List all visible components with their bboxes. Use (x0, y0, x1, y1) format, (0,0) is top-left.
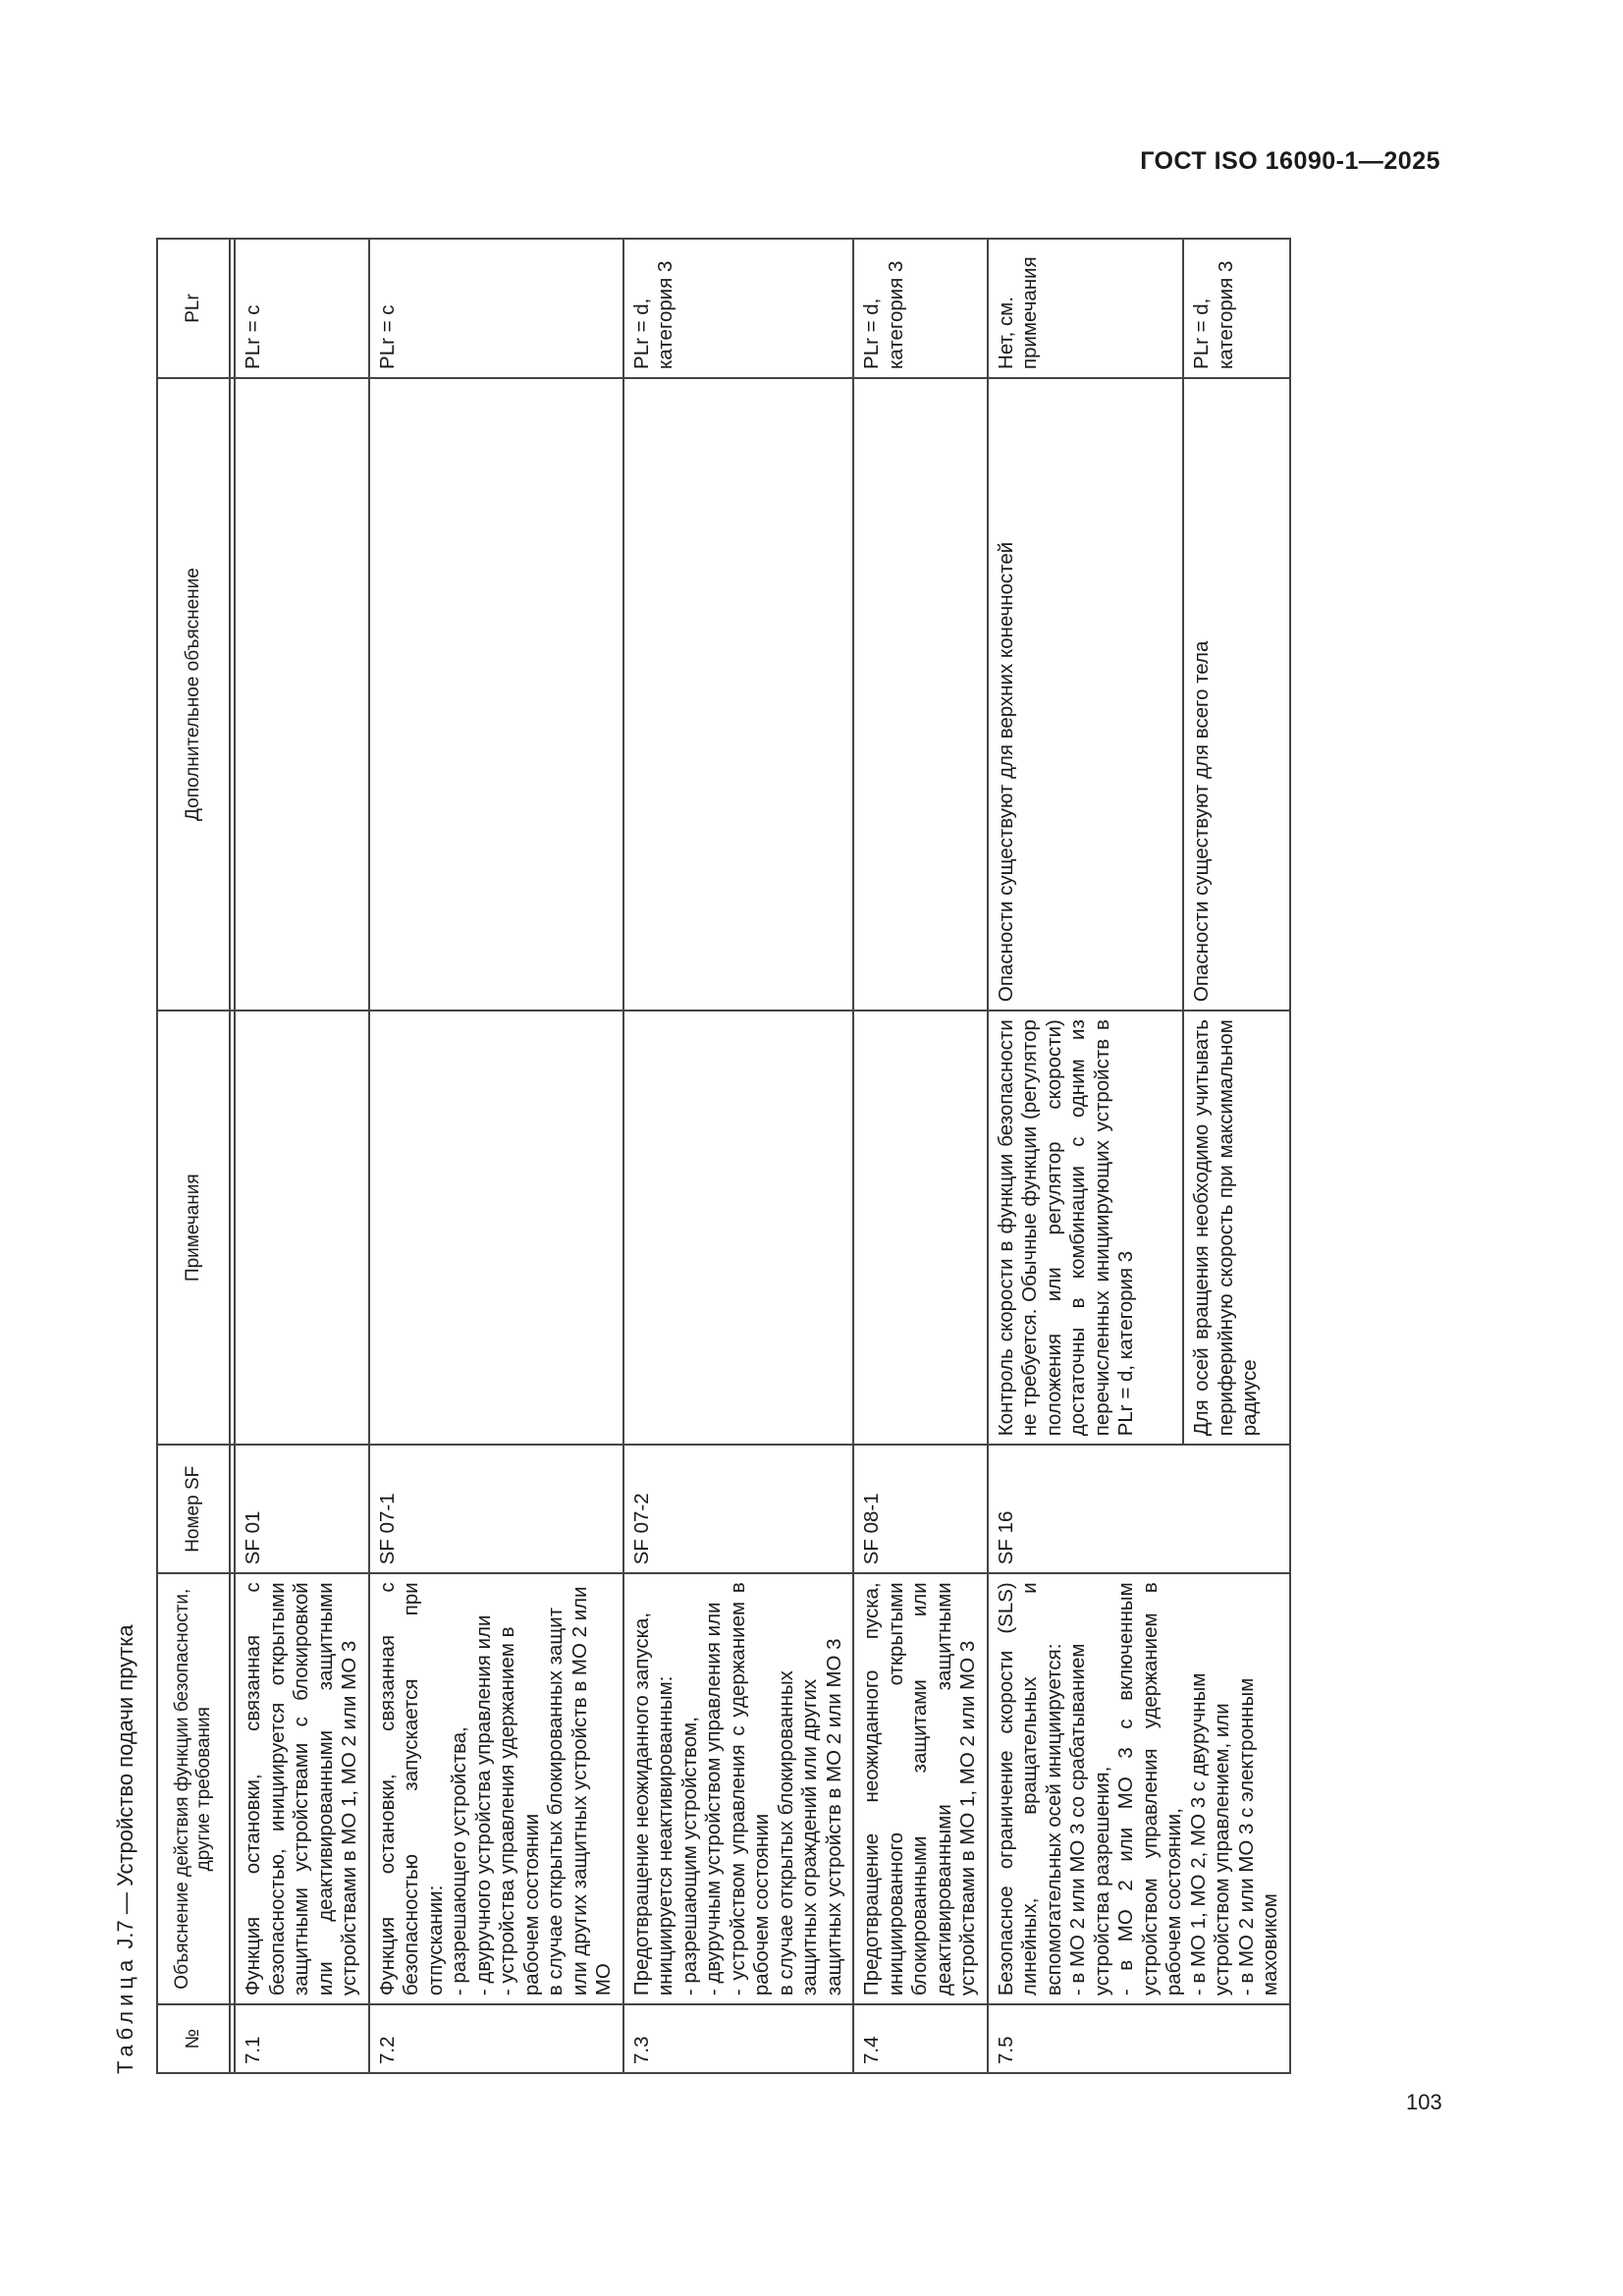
row-plr: PLr = d, категория 3 (1183, 239, 1289, 378)
caption-text: J.7 — Устройство подачи прутка (113, 1624, 137, 1949)
explanation-line: - в МО 2 или МО 3 с включенным устройством управления удержанием в рабочем состоянии, (1114, 1582, 1185, 1996)
explanation-line: - в МО 2 или МО 3 со срабатыванием устройства разрешения, (1066, 1643, 1113, 1996)
row-additional (369, 378, 623, 1011)
header-notes: Примечания (157, 1011, 230, 1445)
row-number: 7.1 (235, 2004, 369, 2073)
row-number: 7.4 (853, 2004, 988, 2073)
explanation-line: - в МО 1, МО 2, МО 3 с двуручным устройством управлением, или (1186, 1672, 1233, 1996)
table-row (235, 239, 369, 2073)
row-plr: PLr = c (235, 239, 369, 378)
row-plr: PLr = c (369, 239, 623, 378)
row-plr: Нет, см. примечания (988, 239, 1184, 378)
row-sf: SF 01 (235, 1445, 369, 1573)
table-row (623, 239, 854, 2073)
header-sf-number: Номер SF (157, 1445, 230, 1573)
explanation-line: Функция остановки, связанная с безопасностью запускается при отпускании: (375, 1582, 447, 1996)
table-caption (113, 1624, 138, 2074)
table-row (853, 239, 988, 2073)
row-explanation (623, 1573, 854, 2004)
row-additional (235, 378, 369, 1011)
row-explanation (235, 1573, 369, 2004)
row-sf: SF 16 (988, 1445, 1290, 1573)
row-notes (988, 1011, 1184, 1445)
row-additional (853, 378, 988, 1011)
explanation-line: Предотвращение неожиданного пуска, инициированного открытыми блокированными защитами или деактивированными защитными устройствами в МО 1, МО 2 или МО 3 (860, 1582, 979, 1996)
document-standard-code: ГОСТ ISO 16090-1—2025 (1140, 147, 1440, 175)
table-header-row (157, 239, 230, 2073)
table-row (988, 239, 1184, 2073)
row-number: 7.5 (988, 2004, 1290, 2073)
row-sf: SF 07-2 (623, 1445, 854, 1573)
notes-text: Для осей вращения необходимо учитывать периферийную скорость при максимальном радиусе (1190, 1019, 1262, 1437)
explanation-line: - в МО 2 или МО 3 с электронным маховиком (1234, 1677, 1281, 1996)
explanation-line: в случае открытых блокированных защит или других защитных устройств в МО 2 или МО (544, 1586, 615, 1996)
explanation-line: в случае открытых блокированных защитных ограждений или других защитных устройств в МО 2 или МО 3 (774, 1638, 845, 1996)
explanation-line: - устройства управления удержанием в рабочем состоянии (496, 1626, 543, 1996)
explanation-line: - разрешающего устройства, (448, 1726, 470, 1996)
row-explanation (988, 1573, 1290, 2004)
header-plr: PLr (157, 239, 230, 378)
row-explanation (853, 1573, 988, 2004)
header-additional: Дополнительное объяснение (157, 378, 230, 1011)
row-notes (1183, 1011, 1289, 1445)
row-explanation (369, 1573, 623, 2004)
explanation-line: - двуручного устройства управления или (471, 1614, 495, 1996)
row-notes (369, 1011, 623, 1445)
row-sf: SF 07-1 (369, 1445, 623, 1573)
row-notes (853, 1011, 988, 1445)
explanation-line: Безопасное ограничение скорости (SLS) линейных, вращательных и вспомогательных осей инициируется: (994, 1582, 1065, 1996)
explanation-line: - разрешающим устройством, (677, 1717, 701, 1996)
row-additional (623, 378, 854, 1011)
additional-text: Опасности существуют для верхних конечностей (994, 541, 1017, 1003)
page-number: 103 (1406, 2090, 1442, 2114)
notes-text: Контроль скорости в функции безопасности не требуется. Обычные функции (регулятор положения или регулятор скорости) достаточны в комбинации с одним из перечисленных инициирующих устройств в PLr = d, категория 3 (994, 1019, 1137, 1437)
requirements-table (156, 238, 1291, 2074)
row-notes (623, 1011, 854, 1445)
rotated-table-area (113, 39, 1443, 2092)
explanation-line: - устройством управления с удержанием в рабочем состоянии (726, 1582, 773, 1996)
row-plr: PLr = d, категория 3 (853, 239, 988, 378)
header-explanation: Объяснение действия функции безопасности, другие требования (157, 1573, 230, 2004)
caption-prefix: Таблица (113, 1954, 137, 2074)
explanation-line: - двуручным устройством управления или (702, 1602, 725, 1996)
row-number: 7.3 (623, 2004, 854, 2073)
row-plr: PLr = d, категория 3 (623, 239, 854, 378)
row-number: 7.2 (369, 2004, 623, 2073)
explanation-line: Предотвращение неожиданного запуска, инициируется неактивированным: (629, 1612, 676, 1996)
row-additional: Опасности существуют для всего тела (1183, 378, 1289, 1011)
explanation-line: Функция остановки, связанная с безопасностью, инициируется открытыми защитными устройствами с блокировкой или деактивированными защитными устройствами в МО 1, МО 2 или МО 3 (242, 1582, 360, 1996)
row-notes (235, 1011, 369, 1445)
header-no: № (157, 2004, 230, 2073)
table-row (369, 239, 623, 2073)
row-additional (988, 378, 1184, 1011)
row-sf: SF 08-1 (853, 1445, 988, 1573)
